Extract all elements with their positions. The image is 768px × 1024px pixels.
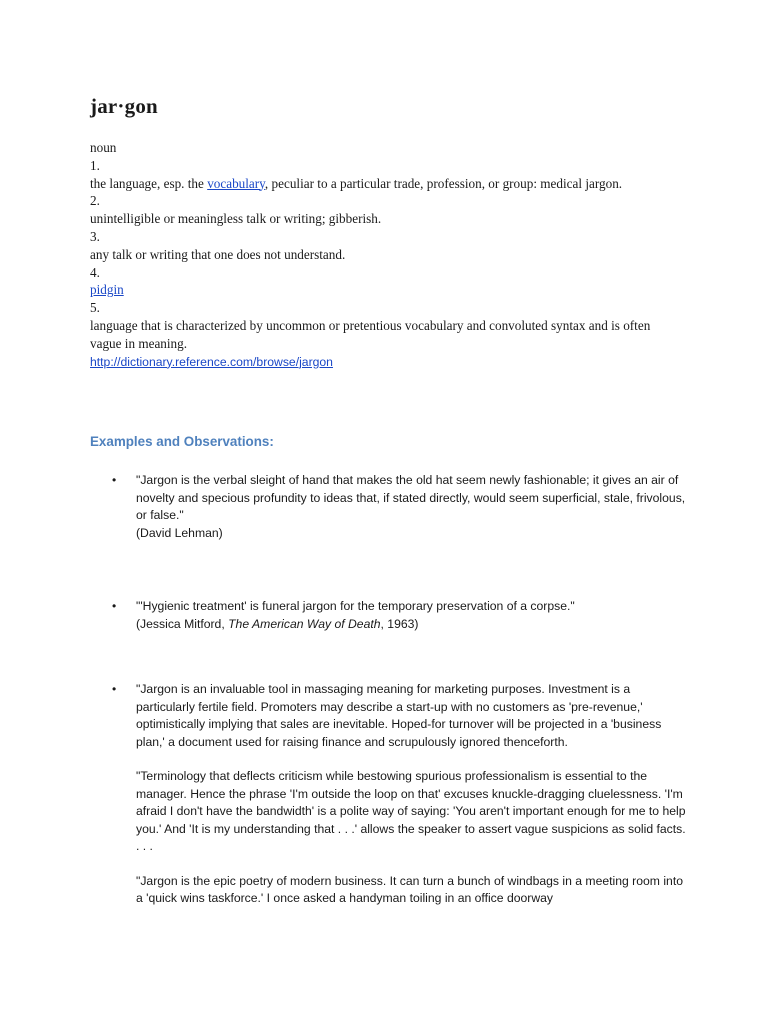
- quote-list: [90, 472, 690, 908]
- vocabulary-link[interactable]: vocabulary: [207, 175, 265, 191]
- definition-number: 4.: [90, 264, 100, 280]
- definition-text: the language, esp. the vocabulary, peculiar to a particular trade, profession, or group: medical jargon.: [90, 175, 623, 191]
- quote-item: [90, 472, 690, 542]
- bullet-icon: •: [112, 682, 117, 696]
- definition-text: [90, 281, 680, 299]
- definition-number: 3.: [90, 228, 100, 244]
- quote-text: "'Hygienic treatment' is funeral jargon for the temporary preservation of a corpse.": [136, 599, 575, 613]
- quote-paragraph: "Terminology that deflects criticism while bestowing spurious professionalism is essential to the manager. Hence the phrase 'I'm outside the loop on that' excuses knuckle-dragging cluelessness. 'I'm afraid I don't have the bandwidth' is a polite way of saying: 'You aren't important enough for me to help you.' And 'It is my understanding that . . .' allows the speaker to assert vague suspicions as solid facts. . . .: [136, 769, 686, 853]
- definition-number: 5.: [90, 300, 100, 316]
- quote-paragraph: "Jargon is an invaluable tool in massaging meaning for marketing purposes. Investment is a particularly fertile field. Promoters may describe a start-up with no customers as 'pre-revenue,' optimistically implying that sales are inevitable. Hoped-for turnover will be projected in a 'business plan,' a document used for raising finance and scrupulously ignored thenceforth.: [136, 682, 662, 749]
- quote-source: (David Lehman): [136, 525, 223, 540]
- source-url-line: [90, 353, 680, 372]
- examples-heading: Examples and Observations:: [90, 434, 274, 449]
- part-of-speech: noun: [90, 140, 117, 155]
- definitions-block: [90, 139, 680, 371]
- definition-text: any talk or writing that one does not understand.: [90, 246, 346, 262]
- definition-text: unintelligible or meaningless talk or writing; gibberish.: [90, 211, 382, 227]
- bullet-icon: •: [112, 599, 117, 613]
- quote-paragraph: "Jargon is the epic poetry of modern business. It can turn a bunch of windbags in a meeting room into a 'quick wins taskforce.' I once asked a handyman toiling in an office doorway: [136, 873, 683, 905]
- quote-source: (Jessica Mitford, The American Way of Death, 1963): [136, 616, 419, 631]
- headword: jar·gon: [90, 94, 158, 118]
- book-title: The American Way of Death: [228, 616, 381, 631]
- quote-item: [90, 681, 690, 908]
- definition-text: language that is characterized by uncommon or pretentious vocabulary and convoluted syntax and is often vague in meaning.: [90, 317, 651, 351]
- definition-number: 1.: [90, 157, 100, 173]
- bullet-icon: •: [112, 473, 117, 487]
- definition-number: 2.: [90, 193, 100, 209]
- source-url-link[interactable]: http://dictionary.reference.com/browse/jargon: [90, 354, 333, 369]
- quote-item: [90, 598, 690, 633]
- quote-text: "Jargon is the verbal sleight of hand that makes the old hat seem newly fashionable; it gives an air of novelty and specious profundity to ideas that, if stated directly, would seem superficial, stale, frivolous, or false.": [136, 473, 686, 522]
- pidgin-link[interactable]: pidgin: [90, 282, 124, 298]
